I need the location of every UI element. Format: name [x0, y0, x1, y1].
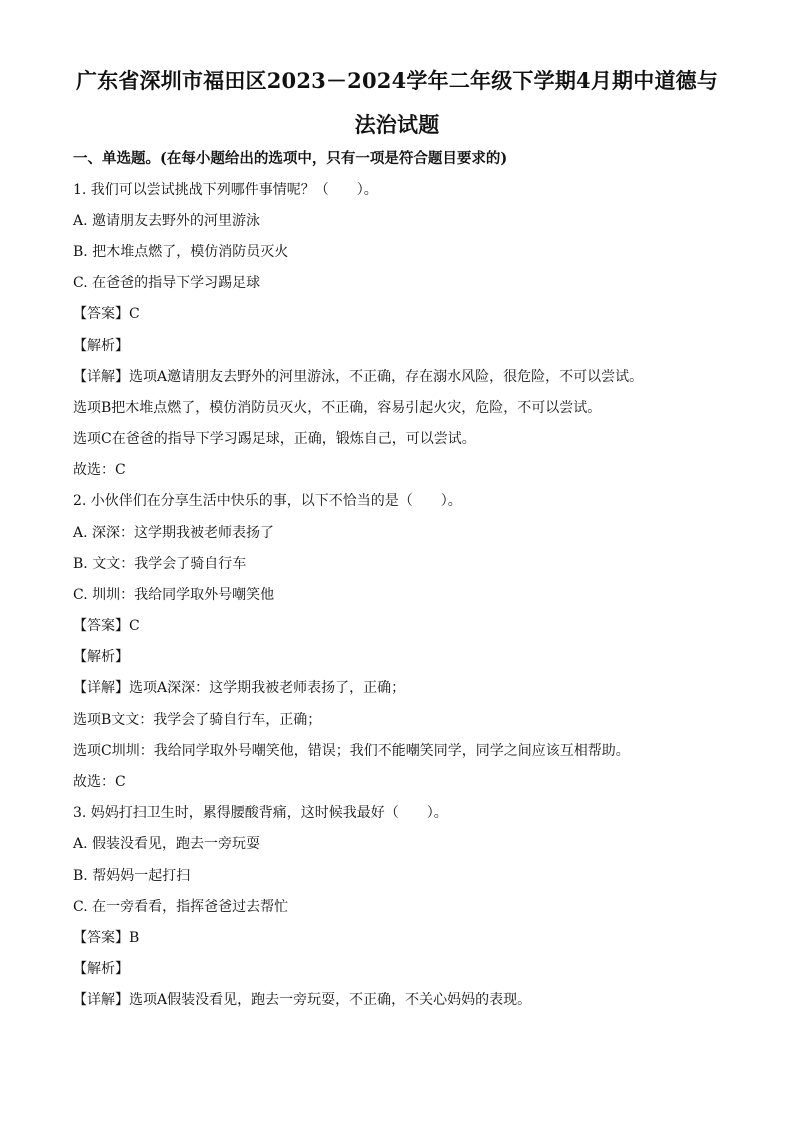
question-3-detail-1: [73, 991, 531, 1009]
question-2-stem: 2. 小伙伴们在分享生活中快乐的事，以下不恰当的是（ ）。: [73, 493, 462, 509]
question-2-detail-1: [73, 679, 405, 697]
answer-tag: 【答案】: [73, 930, 129, 946]
answer-tag: 【答案】: [73, 306, 129, 322]
question-3-option-b: B. 帮妈妈一起打扫: [73, 868, 191, 884]
question-1-analysis-tag: 【解析】: [73, 338, 129, 354]
question-1-detail-1: [73, 368, 643, 386]
detail-tag: 【详解】: [73, 992, 129, 1008]
detail-tag: 【详解】: [73, 369, 129, 385]
question-3-option-c: C. 在一旁看看，指挥爸爸过去帮忙: [73, 899, 289, 915]
section-heading: 一、单选题。(在每小题给出的选项中，只有一项是符合题目要求的): [73, 150, 508, 167]
question-1-conclusion: 故选：C: [73, 462, 126, 478]
question-2-answer: [73, 617, 140, 635]
answer-value: B: [129, 930, 140, 946]
question-1-option-a: A. 邀请朋友去野外的河里游泳: [73, 213, 261, 229]
answer-tag: 【答案】: [73, 618, 129, 634]
answer-value: C: [129, 618, 140, 634]
question-3-option-a: A. 假装没看见，跑去一旁玩耍: [73, 836, 261, 852]
question-1-option-b: B. 把木堆点燃了，模仿消防员灭火: [73, 244, 289, 260]
question-1-detail-3: 选项C在爸爸的指导下学习踢足球，正确，锻炼自己，可以尝试。: [73, 431, 476, 447]
question-2-option-a: A. 深深：这学期我被老师表扬了: [73, 525, 275, 541]
detail-tag: 【详解】: [73, 680, 129, 696]
question-3-analysis-tag: 【解析】: [73, 961, 129, 977]
question-3-stem: 3. 妈妈打扫卫生时，累得腰酸背痛，这时候我最好（ ）。: [73, 805, 448, 821]
detail-text: 选项A假装没看见，跑去一旁玩耍，不正确，不关心妈妈的表现。: [129, 992, 532, 1008]
question-2-option-c: C. 圳圳：我给同学取外号嘲笑他: [73, 587, 275, 603]
detail-text: 选项A深深：这学期我被老师表扬了，正确；: [129, 680, 406, 696]
document-title-line-2: 法治试题: [354, 112, 440, 137]
question-1-option-c: C. 在爸爸的指导下学习踢足球: [73, 275, 261, 291]
question-2-conclusion: 故选：C: [73, 774, 126, 790]
question-2-analysis-tag: 【解析】: [73, 649, 129, 665]
question-2-detail-3: 选项C圳圳：我给同学取外号嘲笑他，错误；我们不能嘲笑同学，同学之间应该互相帮助。: [73, 743, 630, 759]
answer-value: C: [129, 306, 140, 322]
question-1-detail-2: 选项B把木堆点燃了，模仿消防员灭火，不正确，容易引起火灾，危险，不可以尝试。: [73, 400, 602, 416]
question-2-detail-2: 选项B文文：我学会了骑自行车，正确；: [73, 712, 322, 728]
detail-text: 选项A邀请朋友去野外的河里游泳，不正确，存在溺水风险，很危险，不可以尝试。: [129, 369, 644, 385]
question-1-stem: 1. 我们可以尝试挑战下列哪件事情呢？（ ）。: [73, 182, 378, 198]
document-title-line-1: 广东省深圳市福田区2023－2024学年二年级下学期4月期中道德与: [75, 68, 719, 93]
question-3-answer: [73, 929, 139, 947]
question-2-option-b: B. 文文：我学会了骑自行车: [73, 556, 247, 572]
question-1-answer: [73, 305, 140, 323]
